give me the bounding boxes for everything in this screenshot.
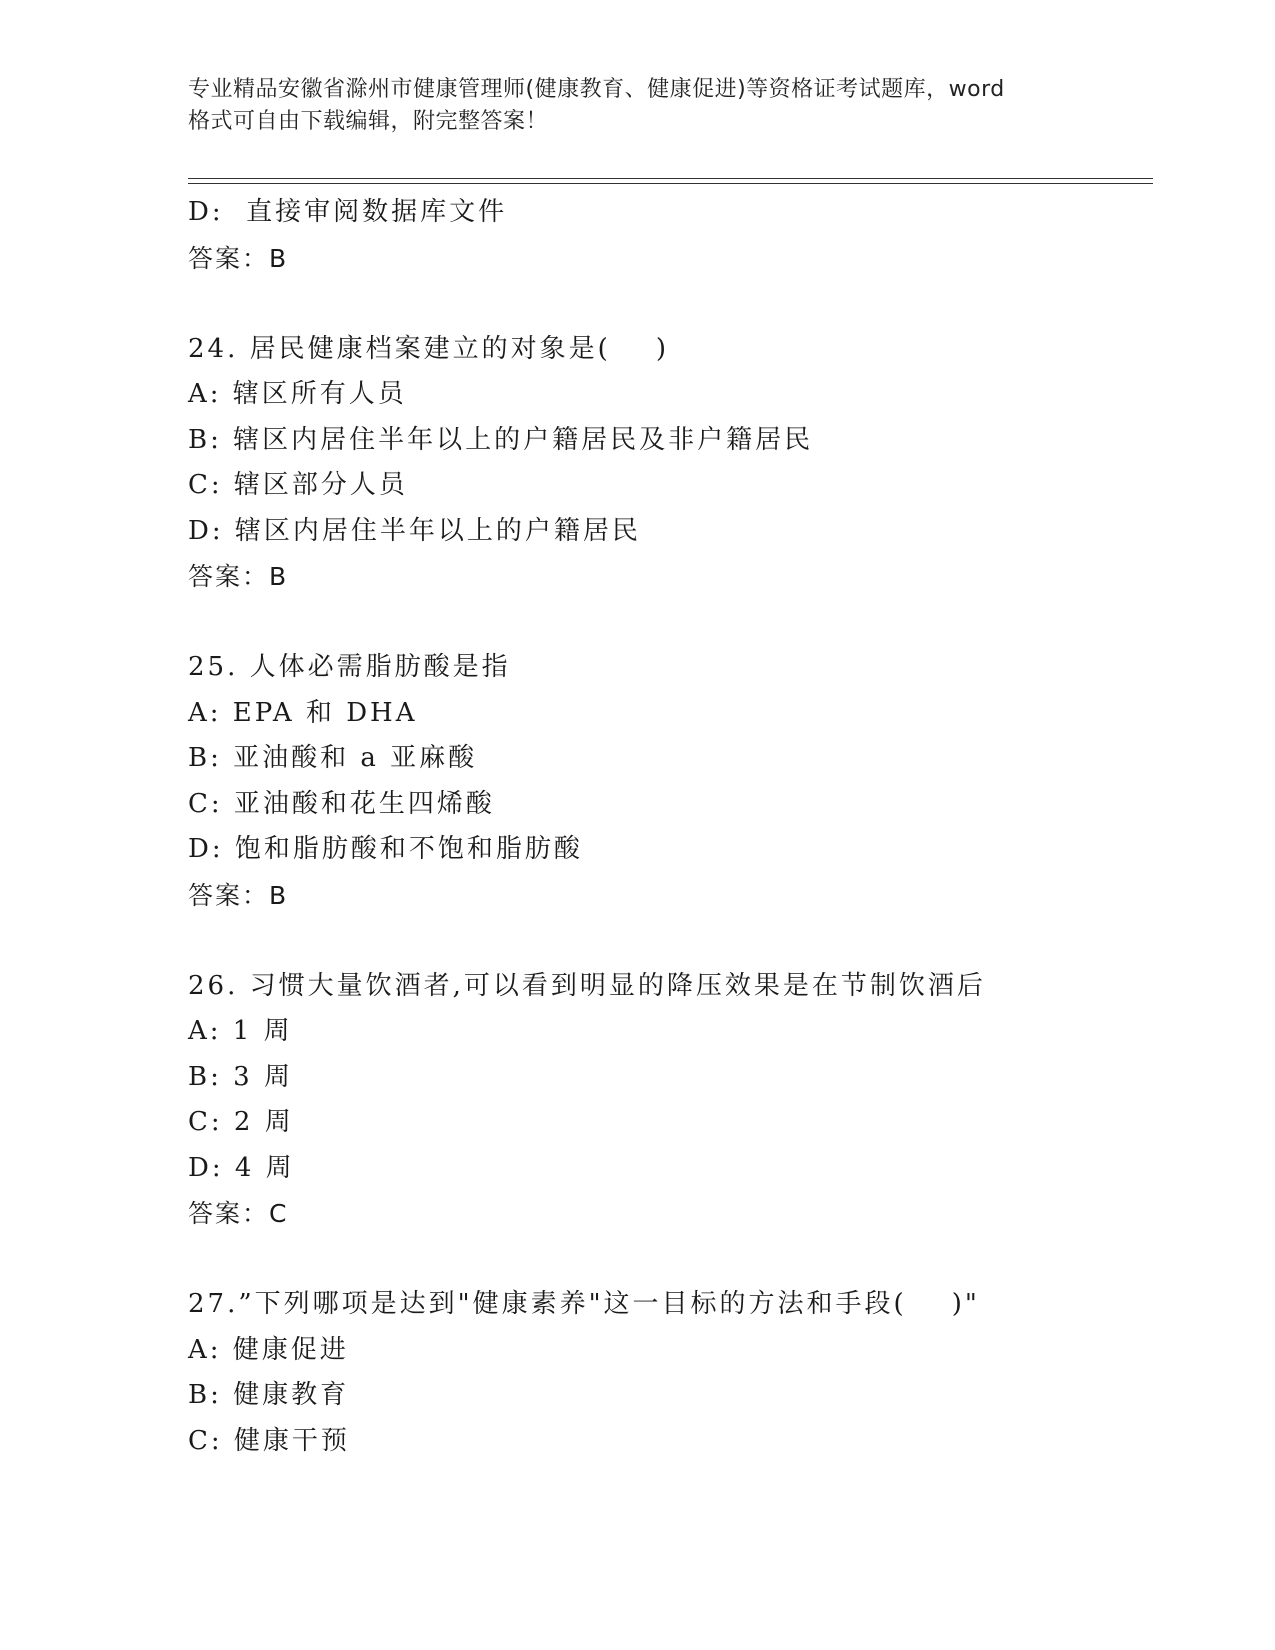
document-header [188, 74, 1088, 138]
answer: 答案：B [188, 243, 289, 273]
spacer [188, 600, 1153, 646]
option-c: C: 辖区部分人员 [188, 470, 408, 500]
option-a: A: 辖区所有人员 [188, 379, 407, 409]
question-24 [188, 327, 1153, 600]
option-b: B: 3 周 [188, 1061, 293, 1092]
question-26 [188, 964, 1153, 1237]
option-d: D: 饱和脂肪酸和不饱和脂肪酸 [188, 834, 583, 864]
question-23-tail [188, 190, 1153, 281]
header-divider-top [188, 178, 1153, 179]
option-d: D: 直接审阅数据库文件 [188, 197, 508, 227]
answer: 答案：B [188, 562, 289, 591]
question-list [188, 190, 1153, 1464]
header-divider-bottom [188, 183, 1153, 184]
option-c: C: 亚油酸和花生四烯酸 [188, 788, 495, 819]
option-a: A: EPA 和 DHA [188, 697, 418, 728]
option-b: B: 健康教育 [188, 1380, 350, 1410]
option-b: B: 辖区内居住半年以上的户籍居民及非户籍居民 [188, 424, 814, 455]
header-line-2: 格式可自由下载编辑，附完整答案！ [188, 109, 549, 134]
header-line-1: 专业精品安徽省滁州市健康管理师(健康教育、健康促进)等资格证考试题库，word [188, 77, 1005, 102]
question-text: 24. 居民健康档案建立的对象是( ) [188, 333, 669, 364]
option-c: C: 健康干预 [188, 1425, 350, 1456]
answer: 答案：C [188, 1199, 289, 1228]
option-c: C: 2 周 [188, 1107, 294, 1137]
option-d: D: 辖区内居住半年以上的户籍居民 [188, 515, 641, 546]
option-a: A: 1 周 [188, 1016, 293, 1046]
question-text: 27.”下列哪项是达到"健康素养"这一目标的方法和手段( )" [188, 1289, 980, 1319]
option-a: A: 健康促进 [188, 1334, 349, 1365]
question-25 [188, 645, 1153, 918]
question-27 [188, 1282, 1153, 1464]
answer: 答案：B [188, 880, 289, 910]
spacer [188, 1237, 1153, 1283]
option-d: D: 4 周 [188, 1152, 295, 1183]
question-text: 26. 习惯大量饮酒者,可以看到明显的降压效果是在节制饮酒后 [188, 970, 986, 1001]
question-text: 25. 人体必需脂肪酸是指 [188, 652, 511, 682]
spacer [188, 281, 1153, 327]
option-b: B: 亚油酸和 a 亚麻酸 [188, 743, 478, 773]
spacer [188, 918, 1153, 964]
